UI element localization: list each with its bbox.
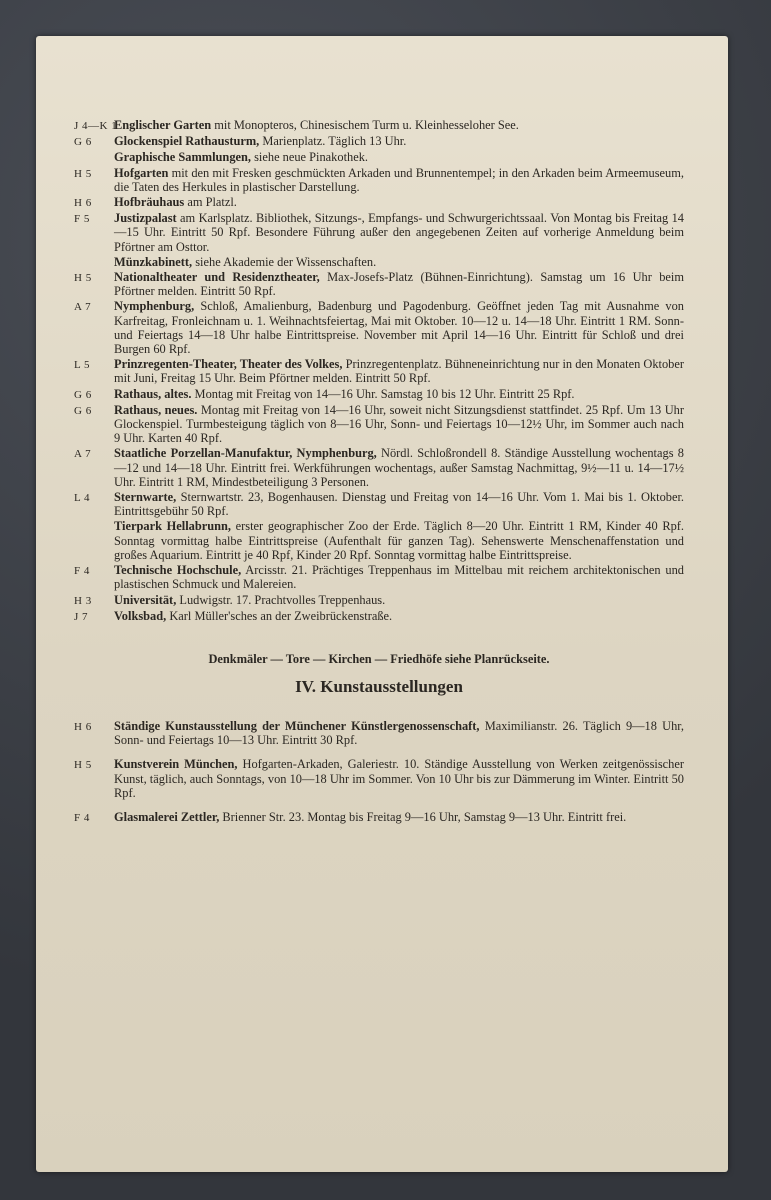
page-content bbox=[74, 118, 684, 835]
entry-text: Ludwigstr. 17. Prachtvolles Treppenhaus. bbox=[176, 592, 386, 607]
list-item bbox=[74, 357, 684, 385]
entry-text: Marienplatz. Täglich 13 Uhr. bbox=[259, 134, 407, 149]
entry-text: Hofgarten-Arkaden, Galeriestr. 10. Ständige Ausstellung von Werken zeitgenössischer Kunst, täglich, auch Sonntags, von 10—18 Uhr im Sommer. Von 10 Uhr bis zur Dämmerung im Winter. Eintritt 50 Rpf. bbox=[114, 757, 684, 800]
entry-text: Brienner Str. 23. Montag bis Freitag 9—16 Uhr, Samstag 9—13 Uhr. Eintritt frei. bbox=[219, 809, 627, 824]
entry-name: Sternwarte, bbox=[114, 490, 177, 505]
entry-text: Karl Müller'sches an der Zweibrückenstraße. bbox=[166, 608, 393, 623]
document-page bbox=[36, 36, 728, 1172]
entry-text: Sternwartstr. 23, Bogenhausen. Dienstag und Freitag von 14—16 Uhr. Vom 1. Mai bis 1. Oktober. Eintrittsgebühr 50 Rpf. bbox=[114, 490, 684, 519]
entry-name: Prinzregenten-Theater, Theater des Volkes, bbox=[114, 357, 343, 372]
entry-text: am Platzl. bbox=[184, 195, 237, 210]
grid-code: H 5 bbox=[74, 167, 92, 180]
entry-text: Montag mit Freitag von 14—16 Uhr. Samstag 10 bis 12 Uhr. Eintritt 25 Rpf. bbox=[191, 386, 575, 401]
grid-code: H 6 bbox=[74, 197, 92, 210]
list-item bbox=[74, 299, 684, 356]
entry-text: erster geographischer Zoo der Erde. Täglich 8—20 Uhr. Eintritt 1 RM, Kinder 40 Rpf. Sonntag vormittag halbe Eintrittspreise (Aufenthalt für ganzen Tag). Sehenswerte Menschenaffenstation und großes Aquarium. Eintritt je 40 Rpf, Kinder 20 Rpf. Sonntag vormittag halbe Eintrittspreise. bbox=[114, 519, 685, 562]
grid-code: A 7 bbox=[74, 301, 92, 314]
list-item bbox=[74, 270, 684, 298]
entry-name: Ständige Kunstausstellung der Münchener Künstlergenossenschaft, bbox=[114, 718, 480, 733]
list-item bbox=[74, 195, 684, 210]
entry-name: Universität, bbox=[114, 592, 177, 607]
grid-code: J 4—K 1 bbox=[74, 120, 118, 132]
entry-name: Justizpalast bbox=[114, 211, 177, 226]
grid-code: A 7 bbox=[74, 448, 92, 461]
list-item bbox=[74, 446, 684, 489]
entry-name: Rathaus, altes. bbox=[114, 386, 192, 401]
entry-name: Englischer Garten bbox=[114, 118, 212, 132]
list-item bbox=[74, 593, 684, 608]
grid-code: G 6 bbox=[74, 136, 92, 149]
list-item bbox=[74, 810, 684, 825]
grid-code: H 3 bbox=[74, 594, 92, 607]
grid-code: F 4 bbox=[74, 565, 90, 578]
entry-name: Technische Hochschule, bbox=[114, 563, 242, 578]
list-item bbox=[74, 118, 684, 133]
list-item bbox=[74, 719, 684, 747]
grid-code: F 5 bbox=[74, 213, 90, 226]
entry-text: siehe neue Pinakothek. bbox=[251, 150, 369, 165]
entry-name: Münzkabinett, bbox=[114, 254, 193, 269]
list-item bbox=[74, 757, 684, 800]
sights-list bbox=[74, 118, 684, 624]
exhibitions-list bbox=[74, 719, 684, 825]
section-heading: IV. Kunstausstellungen bbox=[295, 676, 463, 696]
grid-code: G 6 bbox=[74, 404, 92, 417]
entry-text: am Karlsplatz. Bibliothek, Sitzungs-, Empfangs- und Schwurgerichtssaal. Von Montag bis Freitag 14—15 Uhr. Eintritt 50 Rpf. Besondere Führung außer den angegebenen Zeiten auf vorherige Anmeldung beim Pförtner am Osttor. bbox=[114, 211, 684, 254]
entry-name: Graphische Sammlungen, bbox=[114, 150, 252, 165]
entry-text: Nördl. Schloßrondell 8. Ständige Ausstellung wochentags 8—12 und 14—18 Uhr. Eintritt frei. Werkführungen wochentags, außer Samstag Nachmittag, 9½—11 u. 14—17½ Uhr. Eintritt 1 RM, Mindestbeteiligung 3 Personen. bbox=[114, 446, 684, 489]
list-item bbox=[74, 255, 684, 269]
grid-code: F 4 bbox=[74, 811, 90, 824]
entry-text: mit Monopteros, Chinesischem Turm u. Kleinhesseloher See. bbox=[211, 118, 519, 132]
entry-name: Nationaltheater und Residenztheater, bbox=[114, 270, 320, 285]
list-item bbox=[74, 134, 684, 149]
entry-name: Nymphenburg, bbox=[114, 299, 195, 314]
grid-code: L 4 bbox=[74, 492, 91, 505]
cross-reference-note: Denkmäler — Tore — Kirchen — Friedhöfe siehe Planrückseite. bbox=[208, 651, 550, 666]
grid-code bbox=[74, 150, 114, 164]
list-item bbox=[74, 403, 684, 446]
list-item bbox=[74, 563, 684, 591]
grid-code: H 5 bbox=[74, 272, 92, 285]
list-item bbox=[74, 490, 684, 518]
list-item bbox=[74, 150, 684, 164]
list-item bbox=[74, 387, 684, 402]
entry-name: Hofgarten bbox=[114, 165, 169, 180]
entry-name: Rathaus, neues. bbox=[114, 402, 198, 417]
entry-text: Prinzregentenplatz. Bühneneinrichtung nur in den Monaten Oktober mit Juni, Freitag 15 Uhr. Beim Pförtner melden. Eintritt 50 Rpf. bbox=[114, 357, 684, 386]
entry-text: Maximilianstr. 26. Täglich 9—18 Uhr, Sonn- und Feiertags 10—13 Uhr. Eintritt 30 Rpf. bbox=[114, 718, 685, 748]
list-item bbox=[74, 211, 684, 254]
list-item bbox=[74, 609, 684, 624]
grid-code bbox=[74, 519, 114, 562]
entry-name: Hofbräuhaus bbox=[114, 195, 185, 210]
list-item bbox=[74, 166, 684, 194]
list-item bbox=[74, 519, 684, 562]
entry-text: Arcisstr. 21. Prächtiges Treppenhaus im Mittelbau mit reichem architektonischen und plastischen Schmuck und Malereien. bbox=[114, 563, 684, 592]
entry-text: Montag mit Freitag von 14—16 Uhr, soweit nicht Sitzungsdienst stattfindet. 25 Rpf. Um 13 Uhr Glockenspiel. Turmbesteigung täglich von 8—16 Uhr, Sonn- und Feiertags 10—12½ Uhr, im Sommer auch nach 9 Uhr. Karten 40 Rpf. bbox=[114, 402, 684, 446]
grid-code bbox=[74, 255, 114, 269]
entry-name: Tierpark Hellabrunn, bbox=[114, 519, 231, 534]
entry-text: Schloß, Amalienburg, Badenburg und Pagodenburg. Geöffnet jeden Tag mit Ausnahme von Karfreitag, Fronleichnam u. 1. Weihnachtsfeiertag, Mai mit Oktober. 10—12 u. 14—18 Uhr. Eintritt 1 RM. Sonn- und Feiertags 14—18 Uhr halbe Eintrittspreise. November mit April 14—16 Uhr. Eintritt für Schloß und drei Burgen 60 Rpf. bbox=[114, 299, 684, 357]
entry-name: Glasmalerei Zettler, bbox=[114, 809, 220, 824]
entry-text: Max-Josefs-Platz (Bühnen-Einrichtung). Samstag um 16 Uhr beim Pförtner melden. Eintritt 50 Rpf. bbox=[114, 270, 684, 299]
grid-code: J 7 bbox=[74, 610, 89, 623]
entry-name: Staatliche Porzellan-Manufaktur, Nymphenburg, bbox=[114, 446, 377, 461]
entry-text: siehe Akademie der Wissenschaften. bbox=[192, 254, 377, 269]
grid-code: G 6 bbox=[74, 388, 92, 401]
entry-text: mit den mit Fresken geschmückten Arkaden und Brunnentempel; in den Arkaden beim Armeemuseum, die Taten des Herkules in plastischer Darstellung. bbox=[114, 165, 684, 194]
entry-name: Volksbad, bbox=[114, 608, 167, 623]
entry-name: Glockenspiel Rathausturm, bbox=[114, 134, 260, 149]
grid-code: L 5 bbox=[74, 359, 91, 372]
entry-name: Kunstverein München, bbox=[114, 757, 238, 772]
grid-code: H 6 bbox=[74, 720, 92, 733]
grid-code: H 5 bbox=[74, 759, 92, 772]
